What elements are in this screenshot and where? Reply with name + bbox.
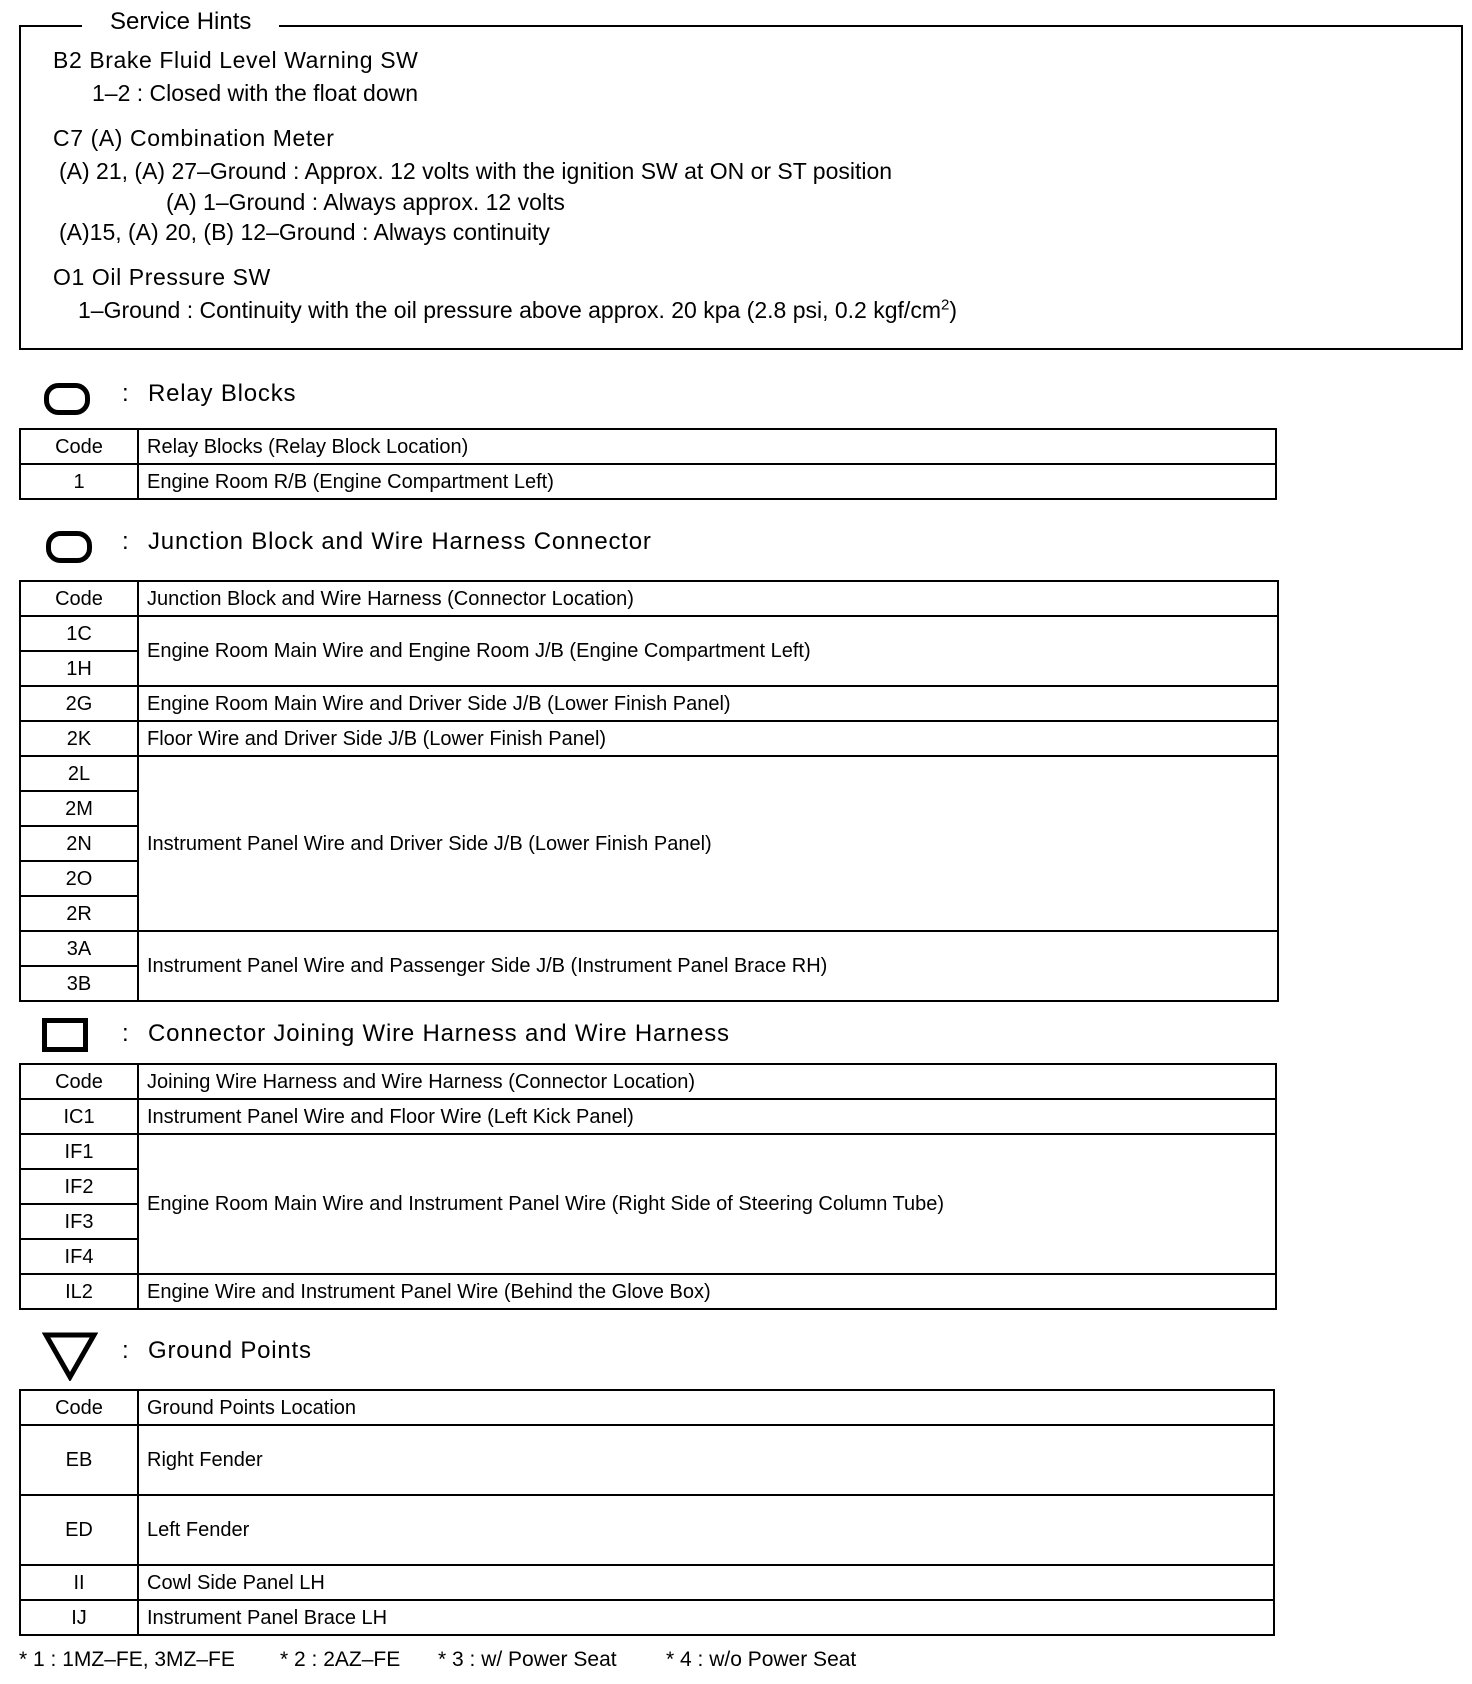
connectors-title: Connector Joining Wire Harness and Wire Harness	[148, 1020, 730, 1047]
table-row	[20, 931, 1278, 966]
hint-c7-line-3: (A)15, (A) 20, (B) 12–Ground : Always continuity	[59, 219, 550, 245]
desc-cell: Engine Room Main Wire and Engine Room J/B (Engine Compartment Left)	[138, 616, 1278, 686]
code-cell: 2O	[20, 861, 138, 896]
table-row	[20, 1134, 1276, 1169]
desc-cell: Left Fender	[138, 1495, 1274, 1565]
hint-c7-title: C7 (A) Combination Meter	[53, 125, 335, 151]
desc-cell: Cowl Side Panel LH	[138, 1565, 1274, 1600]
header-code: Code	[20, 1064, 138, 1099]
table-row	[20, 616, 1278, 651]
table-row	[20, 464, 1276, 499]
code-cell: IF3	[20, 1204, 138, 1239]
hint-o1-text: 1–Ground : Continuity with the oil pressure above approx. 20 kpa (2.8 psi, 0.2 kgf/cm	[78, 297, 941, 323]
code-cell: 1H	[20, 651, 138, 686]
code-cell: 2G	[20, 686, 138, 721]
code-cell: IF1	[20, 1134, 138, 1169]
code-cell: 2R	[20, 896, 138, 931]
junction-blocks-table	[19, 580, 1279, 1002]
hint-o1-tail: )	[949, 297, 957, 323]
table-row	[20, 1274, 1276, 1309]
hint-c7-line-2: (A) 1–Ground : Always approx. 12 volts	[166, 189, 565, 215]
relay-blocks-title: Relay Blocks	[148, 380, 297, 407]
code-cell: 2M	[20, 791, 138, 826]
triangle-down-icon	[42, 1331, 98, 1381]
rounded-rect-icon	[46, 531, 92, 563]
desc-cell: Engine Room R/B (Engine Compartment Left)	[138, 464, 1276, 499]
code-cell: IF4	[20, 1239, 138, 1274]
rounded-rect-icon	[44, 383, 90, 415]
service-hints-title: Service Hints	[82, 8, 279, 36]
code-cell: IF2	[20, 1169, 138, 1204]
table-row	[20, 756, 1278, 791]
hint-b2-title: B2 Brake Fluid Level Warning SW	[53, 47, 419, 73]
table-header-row	[20, 1390, 1274, 1425]
junction-colon: :	[122, 528, 129, 555]
connectors-table	[19, 1063, 1277, 1310]
code-cell: IL2	[20, 1274, 138, 1309]
table-header-row	[20, 581, 1278, 616]
junction-blocks-title: Junction Block and Wire Harness Connector	[148, 528, 652, 555]
code-cell: 1	[20, 464, 138, 499]
table-row	[20, 1600, 1274, 1635]
header-code: Code	[20, 581, 138, 616]
header-code: Code	[20, 429, 138, 464]
hint-o1-line	[78, 296, 957, 324]
header-desc: Junction Block and Wire Harness (Connector Location)	[138, 581, 1278, 616]
code-cell: EB	[20, 1425, 138, 1495]
code-cell: ED	[20, 1495, 138, 1565]
table-header-row	[20, 429, 1276, 464]
code-cell: 2K	[20, 721, 138, 756]
footnote-3: * 3 : w/ Power Seat	[438, 1648, 617, 1671]
footnote-1: * 1 : 1MZ–FE, 3MZ–FE	[19, 1648, 235, 1671]
hint-o1-title: O1 Oil Pressure SW	[53, 264, 271, 290]
desc-cell: Instrument Panel Wire and Passenger Side J/B (Instrument Panel Brace RH)	[138, 931, 1278, 1001]
table-row	[20, 686, 1278, 721]
connector-colon: :	[122, 1020, 129, 1047]
table-row	[20, 1425, 1274, 1495]
hint-b2-line: 1–2 : Closed with the float down	[92, 80, 419, 106]
square-icon	[42, 1018, 88, 1052]
desc-cell: Instrument Panel Brace LH	[138, 1600, 1274, 1635]
code-cell: 3B	[20, 966, 138, 1001]
desc-cell: Instrument Panel Wire and Floor Wire (Left Kick Panel)	[138, 1099, 1276, 1134]
footnote-2: * 2 : 2AZ–FE	[280, 1648, 401, 1671]
table-row	[20, 1099, 1276, 1134]
code-cell: II	[20, 1565, 138, 1600]
desc-cell: Instrument Panel Wire and Driver Side J/B (Lower Finish Panel)	[138, 756, 1278, 931]
desc-cell: Right Fender	[138, 1425, 1274, 1495]
relay-blocks-table	[19, 428, 1277, 500]
desc-cell: Engine Room Main Wire and Instrument Panel Wire (Right Side of Steering Column Tube)	[138, 1134, 1276, 1274]
table-header-row	[20, 1064, 1276, 1099]
code-cell: IC1	[20, 1099, 138, 1134]
hint-o1-superscript: 2	[940, 296, 950, 314]
relay-colon: :	[122, 380, 129, 407]
hint-c7-line-1: (A) 21, (A) 27–Ground : Approx. 12 volts with the ignition SW at ON or ST position	[59, 158, 893, 184]
ground-points-title: Ground Points	[148, 1337, 312, 1364]
footnote-4: * 4 : w/o Power Seat	[666, 1648, 857, 1671]
code-cell: 1C	[20, 616, 138, 651]
header-desc: Joining Wire Harness and Wire Harness (Connector Location)	[138, 1064, 1276, 1099]
table-row	[20, 1565, 1274, 1600]
header-desc: Relay Blocks (Relay Block Location)	[138, 429, 1276, 464]
ground-colon: :	[122, 1337, 129, 1364]
table-row	[20, 1495, 1274, 1565]
code-cell: 2L	[20, 756, 138, 791]
header-code: Code	[20, 1390, 138, 1425]
code-cell: IJ	[20, 1600, 138, 1635]
desc-cell: Engine Room Main Wire and Driver Side J/B (Lower Finish Panel)	[138, 686, 1278, 721]
header-desc: Ground Points Location	[138, 1390, 1274, 1425]
code-cell: 3A	[20, 931, 138, 966]
desc-cell: Engine Wire and Instrument Panel Wire (Behind the Glove Box)	[138, 1274, 1276, 1309]
desc-cell: Floor Wire and Driver Side J/B (Lower Finish Panel)	[138, 721, 1278, 756]
ground-points-table	[19, 1389, 1275, 1636]
table-row	[20, 721, 1278, 756]
code-cell: 2N	[20, 826, 138, 861]
